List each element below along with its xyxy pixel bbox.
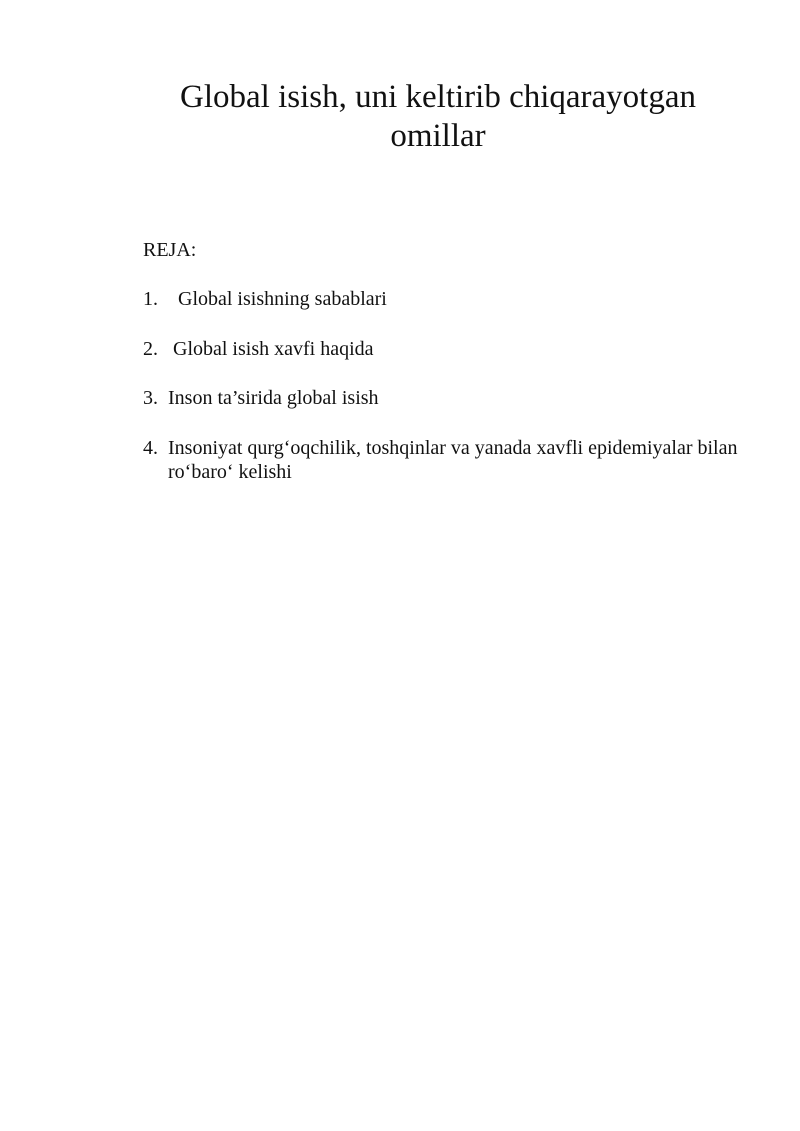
plan-item-number: 1. <box>143 288 158 310</box>
plan-item <box>143 436 743 484</box>
plan-item-text: Insoniyat qurg‘oqchilik, toshqinlar va yanada xavfli epidemiyalar bilan ro‘baro‘ kelishi <box>168 437 738 483</box>
plan-item-number: 3. <box>143 387 158 409</box>
plan-label: REJA: <box>143 239 197 261</box>
plan-item <box>143 287 743 311</box>
plan-item-text: Inson ta’sirida global isish <box>168 387 379 409</box>
plan-item-text: Global isishning sabablari <box>178 288 387 310</box>
plan-item-number: 4. <box>143 437 158 459</box>
plan-item <box>143 337 743 361</box>
plan-item-text: Global isish xavfi haqida <box>173 338 374 360</box>
plan-item-number: 2. <box>143 338 158 360</box>
document-title: Global isish, uni keltirib chiqarayotgan omillar <box>180 79 696 154</box>
plan-item <box>143 386 743 410</box>
